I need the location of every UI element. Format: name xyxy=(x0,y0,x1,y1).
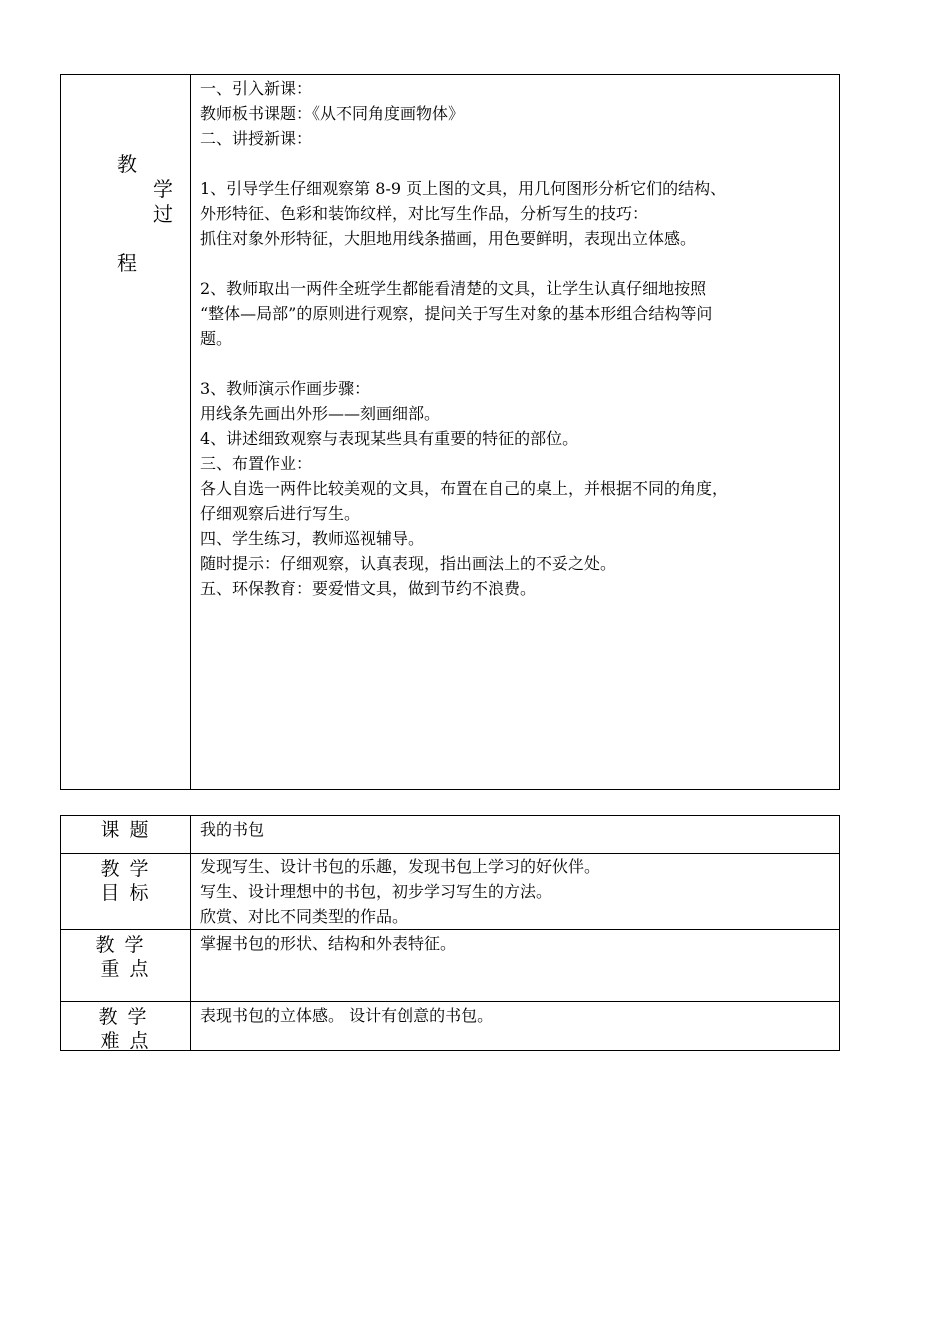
process-line: 各人自选一两件比较美观的文具，布置在自己的桌上，并根据不同的角度， xyxy=(200,479,729,498)
process-line: 1、引导学生仔细观察第 8-9 页上图的文具，用几何图形分析它们的结构、 xyxy=(200,179,727,198)
process-line: 外形特征、色彩和装饰纹样，对比写生作品，分析写生的技巧： xyxy=(200,204,649,223)
blank-line xyxy=(200,251,831,276)
teaching-process-table xyxy=(60,74,840,790)
goals-label-line2: 目 标 xyxy=(100,882,151,904)
topic-label-cell xyxy=(61,816,191,853)
key-points-value: 掌握书包的形状、结构和外表特征。 xyxy=(200,934,457,953)
difficulties-content xyxy=(191,1002,839,1050)
goal-line: 欣赏、对比不同类型的作品。 xyxy=(200,907,409,926)
goal-line: 发现写生、设计书包的乐趣，发现书包上学习的好伙伴。 xyxy=(200,857,601,876)
topic-content xyxy=(191,816,839,853)
lesson-info-table xyxy=(60,815,840,1051)
process-line: 题。 xyxy=(200,329,233,348)
blank-line xyxy=(200,351,831,376)
process-line: 3、教师演示作画步骤： xyxy=(200,379,371,398)
process-label-char: 学 xyxy=(153,177,173,201)
blank-line xyxy=(200,151,831,176)
process-line: “整体—局部”的原则进行观察，提问关于写生对象的基本形组合结构等问 xyxy=(200,304,713,323)
topic-row xyxy=(61,816,839,853)
difficulties-label-line1: 教 学 xyxy=(98,1006,149,1028)
process-line: 三、布置作业： xyxy=(200,454,313,473)
process-label-char: 过 xyxy=(153,202,173,226)
process-line: 二、讲授新课： xyxy=(200,129,313,148)
process-line: 抓住对象外形特征，大胆地用线条描画，用色要鲜明，表现出立体感。 xyxy=(200,229,697,248)
teaching-process-label xyxy=(61,75,191,789)
difficulties-label-line2: 难 点 xyxy=(100,1030,151,1052)
process-line: 用线条先画出外形——刻画细部。 xyxy=(200,404,441,423)
topic-value: 我的书包 xyxy=(200,820,265,839)
teaching-process-content xyxy=(191,75,839,789)
key-points-label-cell xyxy=(61,930,191,1001)
process-line: 2、教师取出一两件全班学生都能看清楚的文具，让学生认真仔细地按照 xyxy=(200,279,707,298)
difficulties-row xyxy=(61,1001,839,1050)
key-points-label-line1: 教 学 xyxy=(95,934,146,956)
process-line: 教师板书课题：《从不同角度画物体》 xyxy=(200,104,465,123)
goals-label-cell xyxy=(61,854,191,929)
difficulties-value: 表现书包的立体感。 设计有创意的书包。 xyxy=(200,1006,494,1025)
process-line: 4、讲述细致观察与表现某些具有重要的特征的部位。 xyxy=(200,429,579,448)
goals-label-line1: 教 学 xyxy=(100,858,151,880)
goals-content xyxy=(191,854,839,929)
teaching-process-row xyxy=(61,75,839,789)
process-line: 四、学生练习，教师巡视辅导。 xyxy=(200,529,425,548)
difficulties-label-cell xyxy=(61,1002,191,1050)
topic-label: 课 题 xyxy=(100,819,151,841)
key-points-label-line2: 重 点 xyxy=(100,958,151,980)
key-points-row xyxy=(61,929,839,1001)
goal-line: 写生、设计理想中的书包，初步学习写生的方法。 xyxy=(200,882,553,901)
process-line: 五、环保教育：要爱惜文具，做到节约不浪费。 xyxy=(200,579,537,598)
process-label-char: 程 xyxy=(117,251,137,275)
process-line: 一、引入新课： xyxy=(200,79,313,98)
goals-row xyxy=(61,853,839,929)
process-line: 仔细观察后进行写生。 xyxy=(200,504,361,523)
key-points-content xyxy=(191,930,839,1001)
process-label-char: 教 xyxy=(117,152,137,176)
process-line: 随时提示：仔细观察，认真表现，指出画法上的不妥之处。 xyxy=(200,554,617,573)
